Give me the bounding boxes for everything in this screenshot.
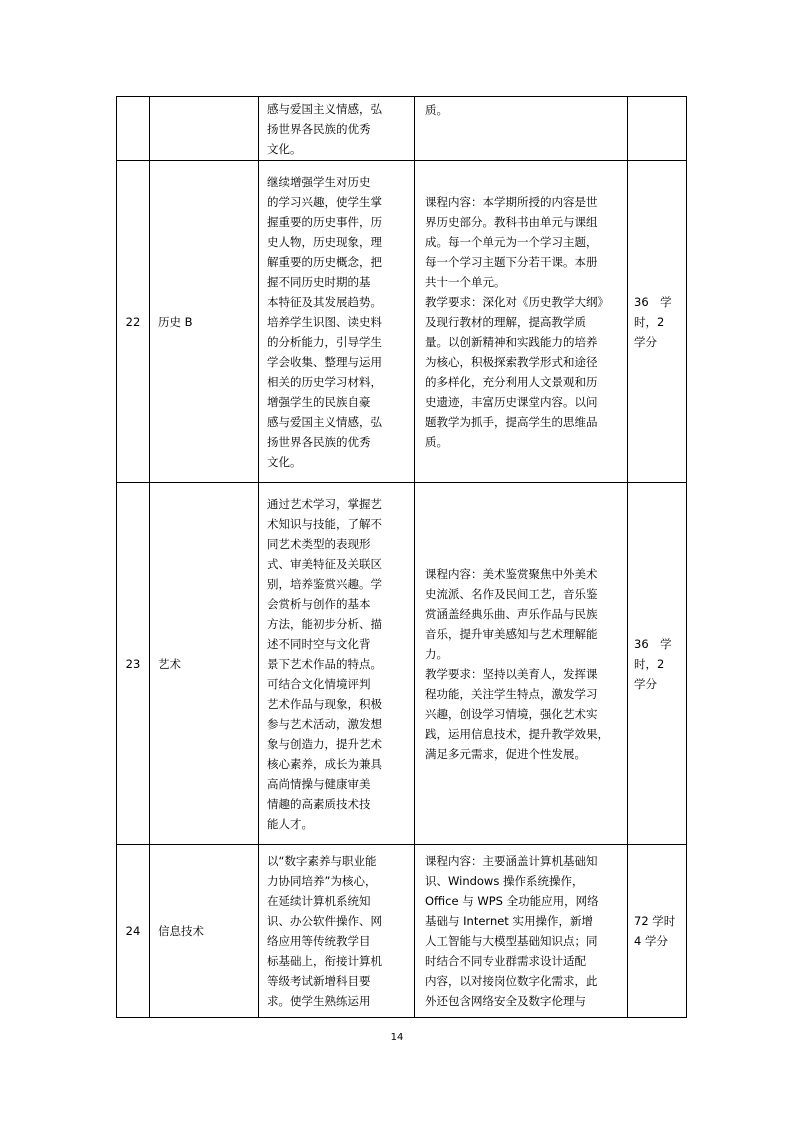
table-row — [117, 483, 687, 845]
course-number: 22 — [117, 161, 150, 483]
course-objective: 感与爱国主义情感，弘 扬世界各民族的优秀 文化。 — [267, 101, 382, 156]
course-name: 艺术 — [150, 483, 259, 845]
course-hours: 36 学 时，2 学分 — [634, 294, 672, 349]
page-number: 14 — [390, 1032, 404, 1043]
course-content: 课程内容：美术鉴赏聚焦中外美术 史流派、名作及民间工艺，音乐鉴 赏涵盖经典乐曲、声乐作品与民族 音乐，提升审美感知与艺术理解能 力。 教学要求：坚持以美育人，发挥课 程功能，关注学生特点，激发学习 兴趣，创设学习情境，强化艺术实 践，运用信息技术，提升教学效果， 满足多元需求，促进个性发展。 — [425, 566, 609, 761]
table-row — [117, 97, 687, 161]
course-content: 课程内容：主要涵盖计算机基础知 识、Windows 操作系统操作， Office 与 WPS 全功能应用，网络 基础与 Internet 实用操作，新增 人工智能与大模型基础知识点；同 时结合不同专业群需求设计适配 内容，以对接岗位数字化需求，此 外还包含网络安全及数字伦理与 — [425, 854, 599, 1008]
course-objective: 继续增强学生对历史 的学习兴趣，使学生掌 握重要的历史事件，历 史人物，历史现象，理 解重要的历史概念，把 握不同历史时期的基 本特征及其发展趋势。 培养学生识图、读史料 的分析能力，引导学生 学会收集、整理与运用 相关的历史学习材料， 增强学生的民族自豪 感与爱国主义情感，弘 扬世界各民族的优秀 文化。 — [267, 174, 382, 469]
course-objective: 以“数字素养与职业能 力协同培养”为核心， 在延续计算机系统知 识、办公软件操作、网 络应用等传统教学目 标基础上，衔接计算机 等级考试新增科目要 求。使学生熟练运用 — [267, 854, 382, 1008]
table-row — [117, 161, 687, 483]
course-name: 历史 B — [150, 161, 259, 483]
course-content: 课程内容：本学期所授的内容是世 界历史部分。教科书由单元与课组 成。每一个单元为一个学习主题， 每一个学习主题下分若干课。本册 共十一个单元。 教学要求：深化对《历史教学大纲》 及现行教材的理解，提高教学质 量。以创新精神和实践能力的培养 为核心，积极探索教学形式和途径 的多样化，充分利用人文景观和历 史遗迹，丰富历史课堂内容。以问 题教学为抓手，提高学生的思维品 质。 — [425, 194, 609, 449]
course-name: 信息技术 — [150, 845, 259, 1018]
course-hours: 36 学 时，2 学分 — [634, 636, 672, 691]
course-objective: 通过艺术学习，掌握艺 术知识与技能，了解不 同艺术类型的表现形 式、审美特征及关联区 别，培养鉴赏兴趣。学 会赏析与创作的基本 方法，能初步分析、描 述不同时空与文化背 景下艺术作品的特点。 可结合文化情境评判 艺术作品与现象，积极 参与艺术活动，激发想 象与创造力，提升艺术 核心素养，成长为兼具 高尚情操与健康审美 情趣的高素质技术技 能人才。 — [267, 496, 382, 831]
course-hours — [628, 97, 687, 161]
course-number — [117, 97, 150, 161]
course-number: 23 — [117, 483, 150, 845]
course-hours: 72 学时 4 学分 — [634, 914, 676, 948]
course-number: 24 — [117, 845, 150, 1018]
course-table — [116, 96, 687, 1018]
course-content: 质。 — [425, 103, 448, 117]
course-name — [150, 97, 259, 161]
table-row — [117, 845, 687, 1018]
